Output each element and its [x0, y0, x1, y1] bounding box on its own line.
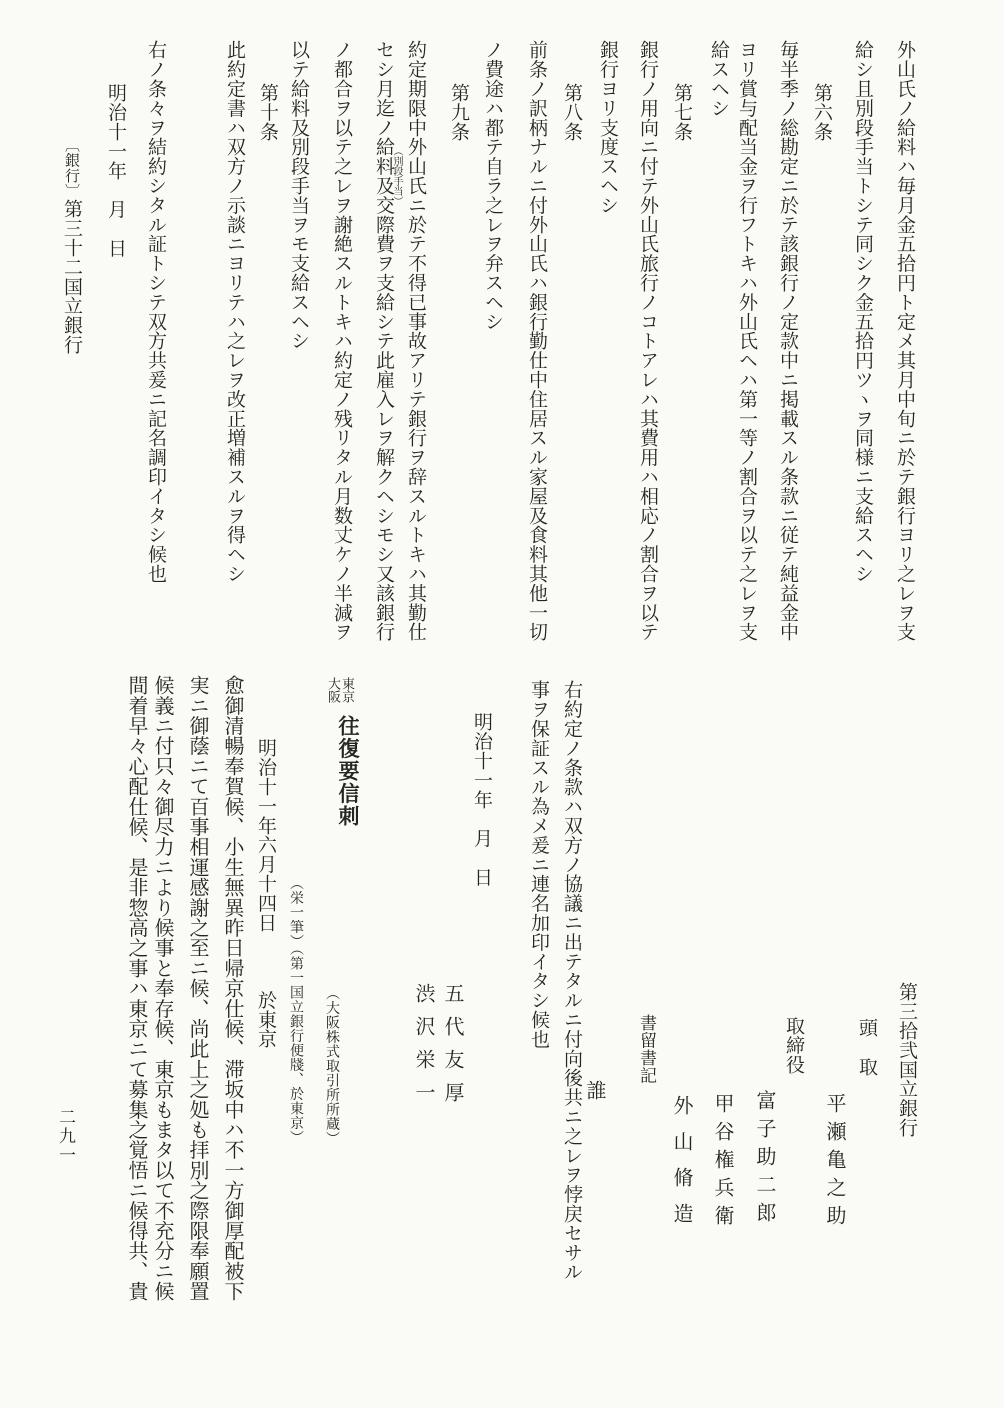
contract-line-11: ノ費途ハ都テ自ラ之レヲ弁スヘシ	[482, 40, 503, 331]
article-7-heading: 第七条	[671, 83, 692, 142]
contract-line-15: ノ都合ヲ以テ之レヲ謝絶スルトキハ約定ノ残リタル月数丈ケノ半減ヲ	[331, 40, 352, 642]
contract-line-5: 給スヘシ	[708, 40, 729, 118]
contract-line-14: セシ月迄ノ給料及交際費ヲ支給シテ此雇入レヲ解クヘシモシ又該銀行	[373, 40, 394, 642]
article-10-heading: 第十条	[257, 83, 278, 142]
contract-line-1: 給シ且別段手当トシテ同シク金五拾円ツヽヲ同様ニ支給スヘシ	[852, 40, 873, 584]
signing-bank-name: 第三拾弐国立銀行	[896, 982, 917, 1138]
allowance-side-note: （別段手当）	[391, 146, 402, 206]
president-name: 平瀬亀之助	[823, 1093, 845, 1233]
letter-body-line-1: 実ニ御蔭ニて百事相運感謝之至ニ候、尚此上之処も拝別之際限奉願置	[186, 675, 208, 1302]
letter-city-tokyo: 東京	[340, 677, 355, 703]
contract-line-10: 前条ノ訳柄ナルニ付外山氏ハ銀行勤仕中住居スル家屋及食料其他一切	[526, 40, 547, 642]
closing-line-1: 事ヲ保証スル為メ爰ニ連名加印イタシ候也	[528, 680, 549, 1049]
contract-date-line: 明治十一年 月 日	[105, 83, 126, 258]
letter-title: 往復要信刺	[336, 715, 360, 828]
director-title: 取締役	[783, 1016, 804, 1075]
letter-archive-note: （大阪株式取引所所蔵）	[324, 986, 339, 1146]
letter-source-note: （栄一筆）（第一国立銀行便牋、於東京）	[288, 876, 303, 1145]
contract-line-18: 此約定書ハ双方ノ示談ニヨリテハ之レヲ改正増補スルヲ得ヘシ	[224, 40, 245, 584]
bank-label-name: 第三十二国立銀行	[61, 198, 82, 354]
letter-city-osaka: 大阪	[326, 677, 341, 703]
director-name-1: 甲谷権兵衛	[711, 1093, 733, 1233]
guarantor-name-0: 五代友厚	[441, 983, 463, 1115]
contract-line-4: ヨリ賞与配当金ヲ行フトキハ外山氏ヘハ第一等ノ割合ヲ以テ之レヲ支	[736, 40, 757, 642]
clerk-title: 書留書記	[637, 1014, 656, 1084]
contract-line-7: 銀行ノ用向ニ付テ外山氏旅行ノコトアレハ其費用ハ相応ノ割合ヲ以テ	[637, 40, 658, 642]
article-9-heading: 第九条	[448, 83, 469, 142]
contract-line-13: 約定期限中外山氏ニ於テ不得已事故アリテ銀行ヲ辞スルトキハ其勤仕	[405, 40, 426, 642]
director-name-0: 富子助二郎	[753, 1090, 775, 1230]
letter-body-line-0: 愈御清暢奉賀候、小生無異昨日帰京仕候、滞坂中ハ不一方御厚配被下	[221, 675, 243, 1302]
letter-dateline: 明治十一年六月十四日 於東京	[255, 738, 276, 1049]
article-8-heading: 第八条	[561, 83, 582, 142]
clerk-name: 誰	[583, 1080, 605, 1101]
letter-body-line-2: 候義ニ付只々御尽力ニより候事と奉存候、東京もまタ以て不充分ニ候	[151, 675, 173, 1302]
letter-body-line-3: 間着早々心配仕候、是非惣高之事ハ東京ニて募集之覚悟ニ候得共、貴	[125, 675, 147, 1302]
contract-line-19: 右ノ条々ヲ結約シタル証トシテ双方共爰ニ記名調印イタシ候也	[145, 40, 166, 584]
bank-label-tag: 〔銀行〕	[63, 137, 79, 199]
contract-bank-label	[62, 137, 111, 354]
contract-line-16: 以テ給料及別段手当ヲモ支給スヘシ	[288, 40, 309, 351]
contract-line-3: 毎半季ノ総勘定ニ於テ該銀行ノ定款中ニ掲載スル条款ニ従テ純益金中	[777, 40, 798, 642]
closing-date-line: 明治十一年 月 日	[471, 712, 492, 887]
page-number: 二九一	[56, 1108, 75, 1165]
contract-line-8: 銀行ヨリ支度スヘシ	[597, 40, 618, 215]
president-title: 頭 取	[856, 1018, 877, 1077]
guarantor-name-1: 渋沢栄一	[412, 983, 434, 1115]
contract-line-0: 外山氏ノ給料ハ毎月金五拾円ト定メ其月中旬ニ於テ銀行ヨリ之レヲ支	[894, 40, 915, 642]
article-6-heading: 第六条	[811, 83, 832, 142]
director-name-2: 外山脩造	[670, 1095, 692, 1239]
closing-line-0: 右約定ノ条款ハ双方ノ協議ニ出テタルニ付向後共ニ之レヲ悖戻セサル	[561, 680, 582, 1282]
